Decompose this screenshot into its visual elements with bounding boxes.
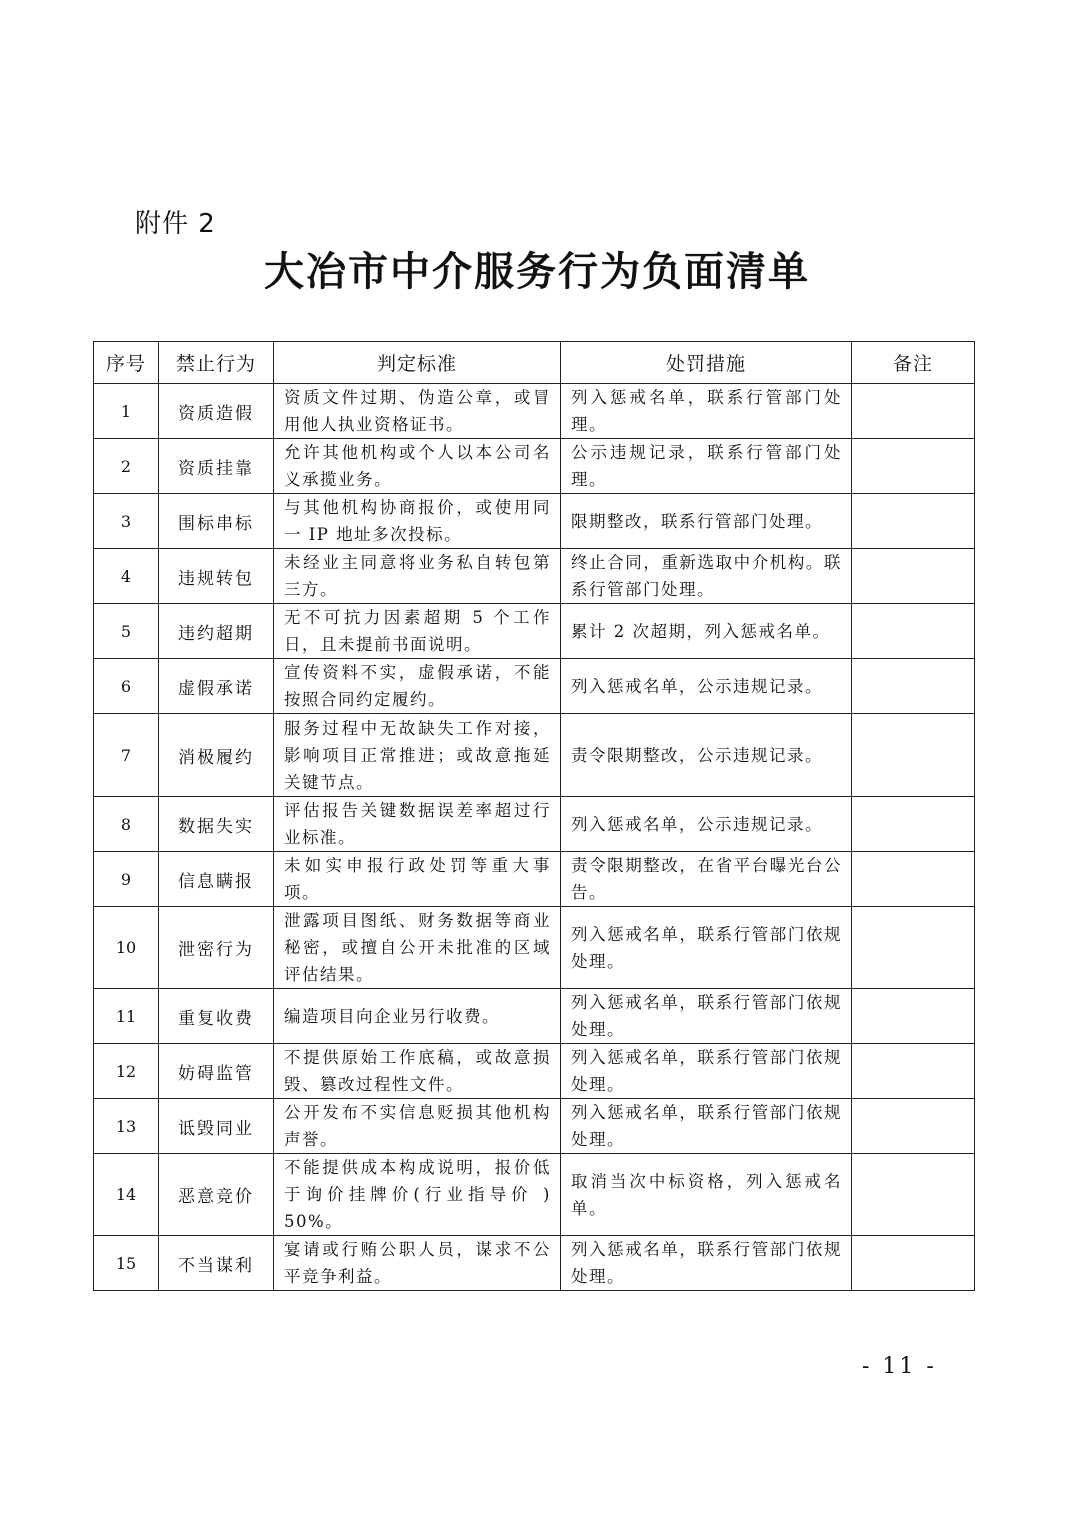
row-penalty: 列入惩戒名单，联系行管部门依规处理。 bbox=[561, 1236, 852, 1291]
table-row bbox=[94, 1154, 975, 1236]
row-standard: 无不可抗力因素超期 5 个工作日，且未提前书面说明。 bbox=[274, 604, 561, 659]
row-behavior: 资质造假 bbox=[159, 384, 274, 439]
row-no: 3 bbox=[94, 494, 159, 549]
row-standard: 公开发布不实信息贬损其他机构声誉。 bbox=[274, 1099, 561, 1154]
table-row bbox=[94, 989, 975, 1044]
table-header-row bbox=[94, 342, 975, 384]
row-no: 2 bbox=[94, 439, 159, 494]
row-penalty: 列入惩戒名单，公示违规记录。 bbox=[561, 659, 852, 714]
page-title: 大冶市中介服务行为负面清单 bbox=[264, 249, 810, 295]
row-standard: 评估报告关键数据误差率超过行业标准。 bbox=[274, 797, 561, 852]
row-note bbox=[852, 989, 975, 1044]
row-note bbox=[852, 1236, 975, 1291]
attachment-label: 附件 2 bbox=[135, 209, 216, 239]
table-row bbox=[94, 604, 975, 659]
row-penalty: 公示违规记录，联系行管部门处理。 bbox=[561, 439, 852, 494]
negative-list-table bbox=[93, 341, 975, 1291]
row-behavior: 泄密行为 bbox=[159, 907, 274, 989]
row-standard: 服务过程中无故缺失工作对接，影响项目正常推进；或故意拖延关键节点。 bbox=[274, 714, 561, 797]
row-penalty: 限期整改，联系行管部门处理。 bbox=[561, 494, 852, 549]
row-behavior: 虚假承诺 bbox=[159, 659, 274, 714]
table-row bbox=[94, 907, 975, 989]
row-standard: 未经业主同意将业务私自转包第三方。 bbox=[274, 549, 561, 604]
row-no: 8 bbox=[94, 797, 159, 852]
row-note bbox=[852, 494, 975, 549]
row-no: 5 bbox=[94, 604, 159, 659]
row-behavior: 资质挂靠 bbox=[159, 439, 274, 494]
row-no: 9 bbox=[94, 852, 159, 907]
row-penalty: 列入惩戒名单，联系行管部门依规处理。 bbox=[561, 1099, 852, 1154]
row-penalty: 取消当次中标资格，列入惩戒名单。 bbox=[561, 1154, 852, 1236]
row-standard: 允许其他机构或个人以本公司名义承揽业务。 bbox=[274, 439, 561, 494]
row-standard: 与其他机构协商报价，或使用同一 IP 地址多次投标。 bbox=[274, 494, 561, 549]
row-penalty: 列入惩戒名单，联系行管部门处理。 bbox=[561, 384, 852, 439]
row-penalty: 列入惩戒名单，联系行管部门依规处理。 bbox=[561, 989, 852, 1044]
row-penalty: 终止合同，重新选取中介机构。联系行管部门处理。 bbox=[561, 549, 852, 604]
row-penalty: 列入惩戒名单，联系行管部门依规处理。 bbox=[561, 1044, 852, 1099]
row-note bbox=[852, 1044, 975, 1099]
table-row bbox=[94, 852, 975, 907]
header-behavior: 禁止行为 bbox=[159, 342, 274, 384]
row-standard: 编造项目向企业另行收费。 bbox=[274, 989, 561, 1044]
row-note bbox=[852, 714, 975, 797]
row-note bbox=[852, 1154, 975, 1236]
row-standard: 未如实申报行政处罚等重大事项。 bbox=[274, 852, 561, 907]
row-behavior: 信息瞒报 bbox=[159, 852, 274, 907]
row-no: 7 bbox=[94, 714, 159, 797]
row-no: 11 bbox=[94, 989, 159, 1044]
row-no: 4 bbox=[94, 549, 159, 604]
row-behavior: 恶意竞价 bbox=[159, 1154, 274, 1236]
table-row bbox=[94, 714, 975, 797]
row-standard: 泄露项目图纸、财务数据等商业秘密，或擅自公开未批准的区域评估结果。 bbox=[274, 907, 561, 989]
header-note: 备注 bbox=[852, 342, 975, 384]
row-behavior: 不当谋利 bbox=[159, 1236, 274, 1291]
row-note bbox=[852, 659, 975, 714]
row-behavior: 数据失实 bbox=[159, 797, 274, 852]
row-note bbox=[852, 852, 975, 907]
table-row bbox=[94, 659, 975, 714]
row-behavior: 违规转包 bbox=[159, 549, 274, 604]
row-no: 13 bbox=[94, 1099, 159, 1154]
header-standard: 判定标准 bbox=[274, 342, 561, 384]
table-row bbox=[94, 494, 975, 549]
row-no: 10 bbox=[94, 907, 159, 989]
table-row bbox=[94, 797, 975, 852]
page-number: - 11 - bbox=[862, 1354, 937, 1379]
row-penalty: 列入惩戒名单，公示违规记录。 bbox=[561, 797, 852, 852]
row-behavior: 围标串标 bbox=[159, 494, 274, 549]
row-penalty: 累计 2 次超期，列入惩戒名单。 bbox=[561, 604, 852, 659]
row-standard: 宣传资料不实，虚假承诺，不能按照合同约定履约。 bbox=[274, 659, 561, 714]
row-behavior: 诋毁同业 bbox=[159, 1099, 274, 1154]
row-standard: 不能提供成本构成说明，报价低于询价挂牌价(行业指导价 ) 50%。 bbox=[274, 1154, 561, 1236]
header-no: 序号 bbox=[94, 342, 159, 384]
row-behavior: 违约超期 bbox=[159, 604, 274, 659]
table-row bbox=[94, 1044, 975, 1099]
row-no: 1 bbox=[94, 384, 159, 439]
row-standard: 不提供原始工作底稿，或故意损毁、篡改过程性文件。 bbox=[274, 1044, 561, 1099]
table-row bbox=[94, 549, 975, 604]
row-penalty: 责令限期整改，公示违规记录。 bbox=[561, 714, 852, 797]
row-behavior: 重复收费 bbox=[159, 989, 274, 1044]
row-note bbox=[852, 439, 975, 494]
table-row bbox=[94, 1236, 975, 1291]
row-note bbox=[852, 797, 975, 852]
row-penalty: 责令限期整改，在省平台曝光台公告。 bbox=[561, 852, 852, 907]
table-row bbox=[94, 439, 975, 494]
row-standard: 资质文件过期、伪造公章，或冒用他人执业资格证书。 bbox=[274, 384, 561, 439]
row-no: 14 bbox=[94, 1154, 159, 1236]
table-row bbox=[94, 384, 975, 439]
header-penalty: 处罚措施 bbox=[561, 342, 852, 384]
row-note bbox=[852, 604, 975, 659]
row-behavior: 消极履约 bbox=[159, 714, 274, 797]
row-note bbox=[852, 384, 975, 439]
row-behavior: 妨碍监管 bbox=[159, 1044, 274, 1099]
row-no: 15 bbox=[94, 1236, 159, 1291]
row-penalty: 列入惩戒名单，联系行管部门依规处理。 bbox=[561, 907, 852, 989]
row-note bbox=[852, 907, 975, 989]
row-note bbox=[852, 549, 975, 604]
row-no: 6 bbox=[94, 659, 159, 714]
table-row bbox=[94, 1099, 975, 1154]
row-standard: 宴请或行贿公职人员，谋求不公平竞争利益。 bbox=[274, 1236, 561, 1291]
row-no: 12 bbox=[94, 1044, 159, 1099]
row-note bbox=[852, 1099, 975, 1154]
